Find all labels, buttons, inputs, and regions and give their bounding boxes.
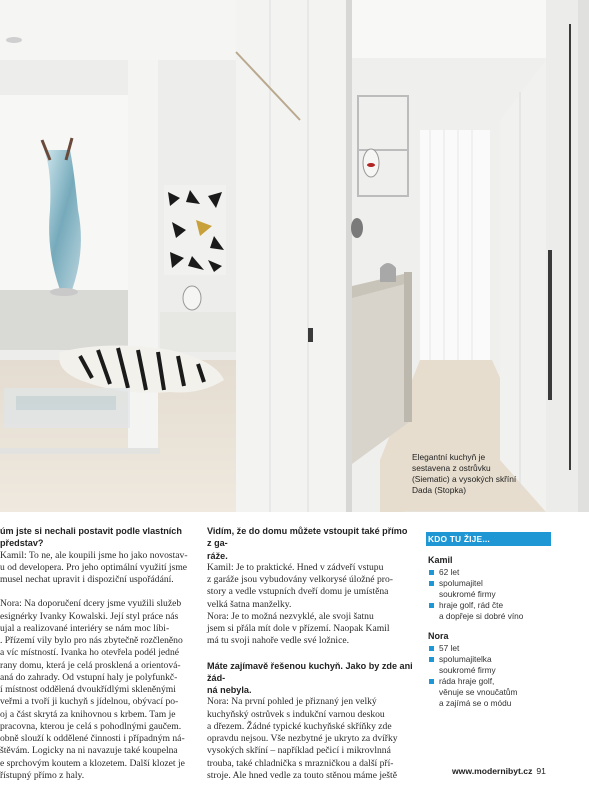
fact-text: [439, 676, 517, 709]
square-bullet-icon: [429, 570, 434, 575]
fact-line: a dopřeje si dobré víno: [439, 611, 524, 621]
sidebar-people: [426, 555, 551, 709]
text-line: u od developera. Pro jeho optimální využití jsme: [0, 561, 188, 573]
question-line: Máte zajímavě řešenou kuchyň. Jako by zde ani žád-: [207, 660, 413, 683]
fact-line: spolumajitel: [439, 578, 483, 588]
page-number: 91: [536, 766, 546, 776]
person-name: Kamil: [428, 555, 453, 565]
person-fact: [426, 643, 551, 654]
fact-text: [439, 643, 459, 654]
fact-line: a zajímá se o módu: [439, 698, 512, 708]
person-name: Nora: [428, 631, 449, 641]
question-line: úm jste si nechali postavit podle vlastních představ?: [0, 526, 182, 549]
text-line: stroje. Ale hned vedle za touto stěnou máme ještě: [207, 769, 397, 781]
question-line: ná nebyla.: [207, 685, 252, 695]
text-line: velká šatna manželky.: [207, 598, 292, 610]
person-fact: [426, 567, 551, 578]
article-paragraph: [207, 525, 413, 648]
person-fact: [426, 654, 551, 676]
fact-line: věnuje se vnoučatům: [439, 687, 518, 697]
text-line: kuchyňský ostrůvek s indukční varnou deskou: [207, 708, 385, 720]
text-line: z garáže jsou vybudovány velkorysé úložné pro-: [207, 574, 393, 585]
article-paragraph: [207, 660, 413, 783]
article-paragraph: [0, 598, 193, 782]
fact-text: [439, 567, 459, 578]
fact-line: 57 let: [439, 643, 460, 653]
fact-text: [439, 600, 523, 622]
fact-line: spolumajitelka: [439, 654, 492, 664]
square-bullet-icon: [429, 603, 434, 608]
text-line: jsem si přála mít dole v přízemí. Naopak Kamil: [207, 623, 390, 634]
text-line: ujal a realizované interiéry se nám moc líbi-: [0, 622, 170, 634]
fact-line: hraje golf, rád čte: [439, 600, 504, 610]
person-fact: [426, 578, 551, 600]
text-line: . Přízemí vily bylo pro nás zbytečně rozčleněno: [0, 635, 183, 646]
text-line: esignérky Ivanky Kowalski. Její styl práce nás: [0, 610, 179, 622]
page-footer: [452, 766, 546, 776]
question-line: Vidím, že do domu můžete vstoupit také přímo z ga-: [207, 526, 408, 549]
text-line: pracovna, kterou je celá s pohodlnými gaučem.: [0, 720, 182, 732]
who-lives-here-box: [426, 532, 551, 709]
person-fact: [426, 600, 551, 622]
fact-line: 62 let: [439, 567, 460, 577]
text-line: Nora: Na první pohled je přiznaný jen velký: [207, 696, 377, 708]
text-line: musel nechat upravit i dispoziční uspořádání.: [0, 574, 174, 585]
caption-line: Dada (Stopka): [412, 485, 466, 495]
text-line: veřmi a tvoří ji kuchyň s jídelnou, obývací po-: [0, 696, 179, 708]
caption-line: Elegantní kuchyň je: [412, 452, 486, 462]
text-line: trouba, také chladnička s mrazničkou a další pří-: [207, 757, 394, 769]
text-line: e sprchovým koutem a klozetem. Další klozet je: [0, 757, 185, 769]
sidebar-header: KDO TU ŽIJE...: [426, 532, 551, 546]
person-fact: [426, 676, 551, 709]
text-line: vysokých skříní – například pečicí i mikrovlnná: [207, 745, 391, 757]
text-line: a dřezem. Žádné typické kuchyňské skříňky zde: [207, 720, 392, 732]
text-line: má tu svoji nahoře vedle své ložnice.: [207, 635, 349, 647]
text-line: aná do zahrady. Od vstupní haly je polyfunkč-: [0, 671, 178, 683]
article-column-2: [207, 525, 413, 794]
question-line: ráže.: [207, 550, 228, 561]
fact-line: soukromé firmy: [439, 589, 496, 599]
fact-text: [439, 654, 496, 676]
article-paragraph: [0, 525, 193, 586]
square-bullet-icon: [429, 657, 434, 662]
article-column-1: [0, 525, 193, 794]
square-bullet-icon: [429, 679, 434, 684]
photo-caption: [412, 452, 532, 496]
caption-line: (Siematic) a vysokých skříní: [412, 474, 517, 484]
text-line: Nora: Je to možná nezvyklé, ale svoji šatnu: [207, 610, 374, 622]
fact-line: soukromé firmy: [439, 665, 496, 675]
text-line: řístupný přímo z haly.: [0, 769, 85, 781]
fact-line: ráda hraje golf,: [439, 676, 495, 686]
caption-line: sestavena z ostrůvku: [412, 463, 491, 473]
text-line: a víc místností. Ivanka ho otevřela podél jedné: [0, 647, 180, 659]
square-bullet-icon: [429, 646, 434, 651]
text-line: obně slouží k oddělené činnosti i případným ná-: [0, 733, 185, 744]
text-line: opravdu nejsou. Vše nezbytné je ukryto za dvířky: [207, 733, 398, 744]
text-line: Nora: Na doporučení dcery jsme využili služeb: [0, 598, 182, 610]
text-line: í místnost oddělená dvoukřídlými skleněnými: [0, 684, 176, 695]
text-line: štěvám. Logicky na ni navazuje také koupelna: [0, 745, 178, 757]
fact-text: [439, 578, 496, 600]
text-line: rany domu, která je celá prosklená a orientová-: [0, 659, 181, 671]
text-line: Kamil: To ne, ale koupili jsme ho jako novostav-: [0, 549, 188, 561]
footer-url[interactable]: www.modernibyt.cz: [452, 766, 533, 776]
text-line: oj a část skrytá za knihovnou s krbem. Tam je: [0, 708, 176, 720]
text-line: story a vedle vstupních dveří domu je umístěna: [207, 586, 389, 598]
square-bullet-icon: [429, 581, 434, 586]
text-line: Kamil: Je to praktické. Hned v zádveří vstupu: [207, 561, 384, 573]
